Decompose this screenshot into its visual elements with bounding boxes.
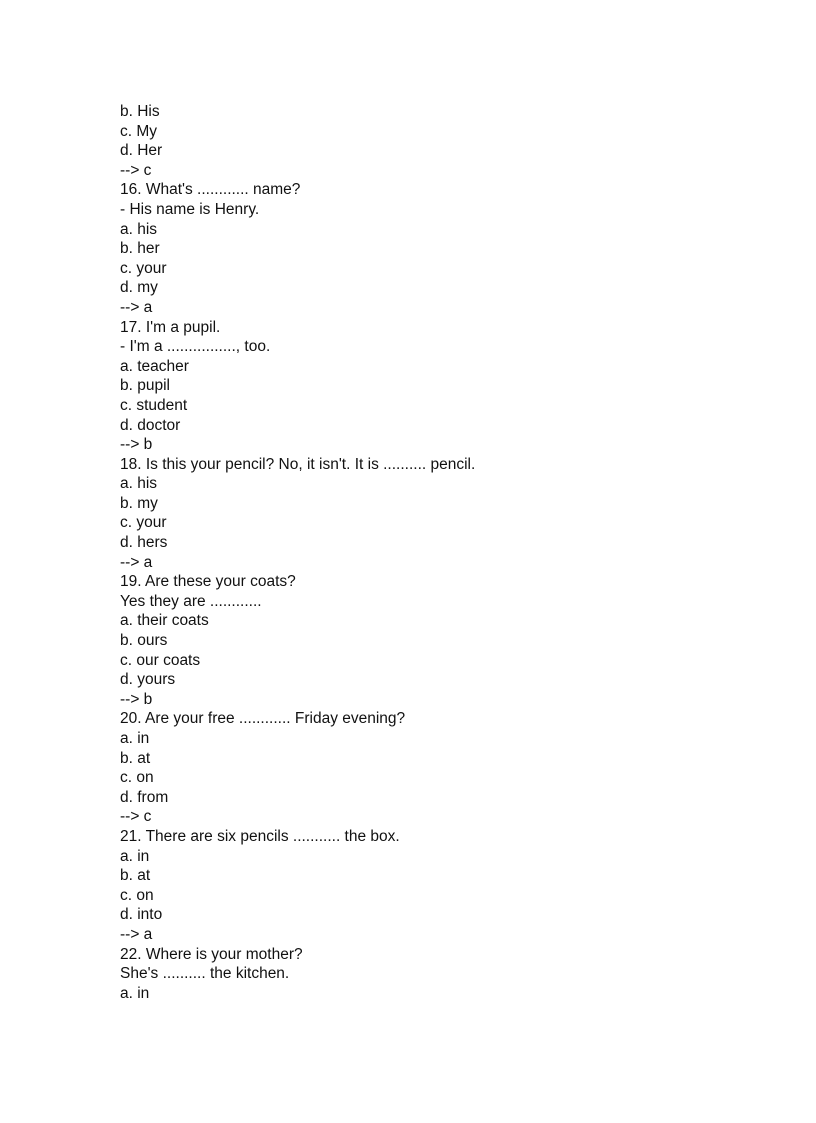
question-line: 22. Where is your mother? (120, 945, 303, 963)
answer-line: --> a (120, 298, 153, 316)
option-line: c. your (120, 259, 167, 277)
response-line: - I'm a ................, too. (120, 338, 271, 356)
option-line: d. from (120, 788, 169, 806)
answer-line: --> b (120, 436, 153, 454)
response-line: - His name is Henry. (120, 200, 260, 218)
option-line: a. his (120, 220, 158, 238)
quiz-text-block (120, 102, 760, 1003)
option-line: d. my (120, 279, 158, 297)
option-line: b. her (120, 240, 160, 258)
option-line: c. student (120, 396, 188, 414)
option-line: d. into (120, 906, 163, 924)
option-line: d. doctor (120, 416, 181, 434)
option-line: b. at (120, 749, 151, 767)
option-line: b. at (120, 867, 151, 885)
option-line: d. hers (120, 534, 168, 552)
answer-line: --> c (120, 808, 152, 826)
option-line: b. my (120, 494, 158, 512)
question-line: 19. Are these your coats? (120, 573, 296, 591)
option-line: c. on (120, 886, 154, 904)
option-line: d. Her (120, 142, 163, 160)
option-line: c. our coats (120, 651, 201, 669)
option-line: a. in (120, 847, 150, 865)
option-line: a. his (120, 475, 158, 493)
question-line: 17. I'm a pupil. (120, 318, 221, 336)
option-line: b. ours (120, 632, 168, 650)
response-line: Yes they are ............ (120, 592, 262, 610)
option-line: a. their coats (120, 612, 209, 630)
option-line: a. teacher (120, 357, 189, 375)
answer-line: --> c (120, 161, 152, 179)
question-line: 20. Are your free ............ Friday evening? (120, 710, 406, 728)
answer-line: --> a (120, 925, 153, 943)
question-line: 21. There are six pencils ........... the box. (120, 827, 400, 845)
answer-line: --> a (120, 553, 153, 571)
option-line: d. yours (120, 671, 176, 689)
option-line: c. My (120, 122, 158, 140)
option-line: c. on (120, 769, 154, 787)
option-line: a. in (120, 730, 150, 747)
response-line: She's .......... the kitchen. (120, 965, 290, 983)
option-line: b. His (120, 103, 160, 120)
question-line: 18. Is this your pencil? No, it isn't. It is .......... pencil. (120, 455, 476, 473)
option-line: b. pupil (120, 377, 170, 395)
answer-line: --> b (120, 690, 153, 708)
question-line: 16. What's ............ name? (120, 181, 301, 199)
option-line: a. in (120, 984, 150, 1002)
option-line: c. your (120, 514, 167, 532)
